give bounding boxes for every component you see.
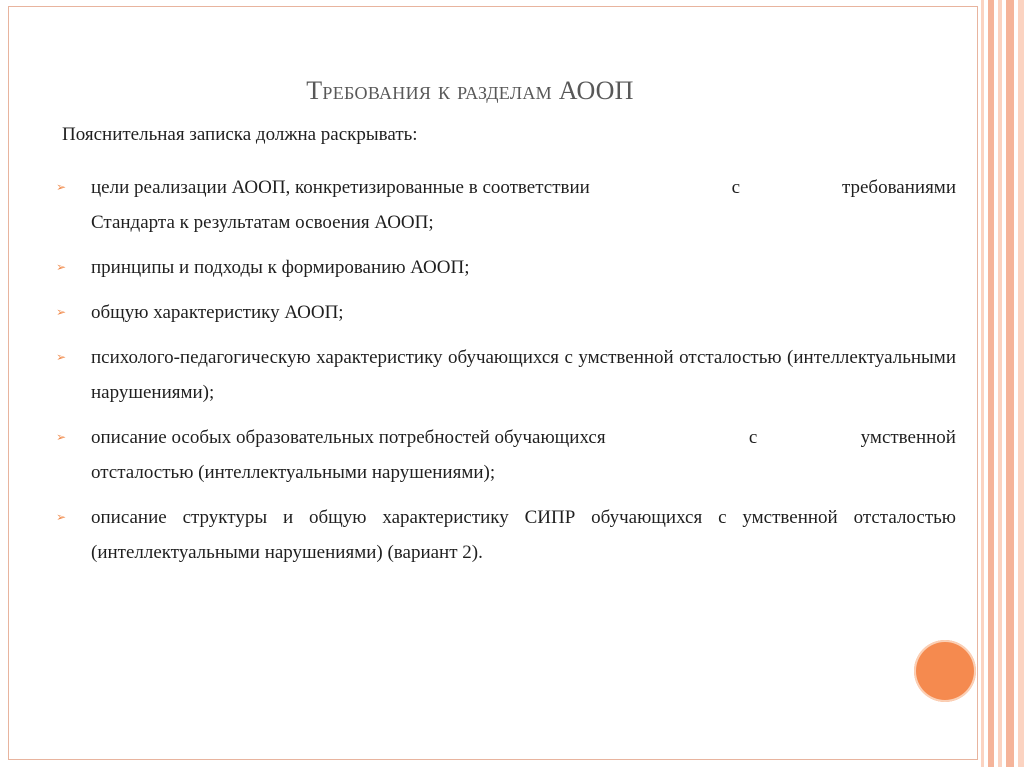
list-item — [56, 420, 956, 490]
list-item — [56, 170, 956, 240]
list-item — [56, 500, 956, 570]
bullet-text: умственной — [860, 427, 956, 448]
bullet-text: принципы и подходы к формированию АООП; — [91, 257, 470, 278]
stripe — [1018, 0, 1024, 767]
arrow-bullet-icon: ➢ — [56, 260, 67, 274]
bullet-text: цели реализации АООП, конкретизированные в соответствии — [91, 177, 590, 198]
arrow-bullet-icon: ➢ — [56, 430, 67, 444]
bullet-text: психолого-педагогическую характеристику обучающихся с умственной отсталостью (интеллектуальными нарушениями); — [91, 347, 956, 403]
bullet-text: общую характеристику АООП; — [91, 302, 344, 323]
arrow-bullet-icon: ➢ — [56, 305, 67, 319]
bullet-text: с — [731, 177, 741, 198]
stripe — [988, 0, 994, 767]
list-item — [56, 250, 956, 285]
bullet-line: Стандарта к результатам освоения АООП; — [91, 212, 434, 233]
bullet-line — [91, 170, 956, 205]
arrow-bullet-icon: ➢ — [56, 350, 67, 364]
bullet-text: с — [748, 427, 758, 448]
bullet-text: описание особых образовательных потребностей обучающихся — [91, 427, 606, 448]
intro-text: Пояснительная записка должна раскрывать: — [62, 124, 418, 145]
bullet-list — [56, 170, 956, 580]
stripe — [1006, 0, 1014, 767]
arrow-bullet-icon: ➢ — [56, 510, 67, 524]
bullet-text: требованиями — [841, 177, 956, 198]
bullet-line: отсталостью (интеллектуальными нарушениями); — [91, 462, 496, 483]
decorative-circle — [914, 640, 976, 702]
decorative-stripes — [980, 0, 1024, 767]
list-item — [56, 295, 956, 330]
stripe — [981, 0, 984, 767]
list-item — [56, 340, 956, 410]
stripe — [998, 0, 1002, 767]
slide-title: Требования к разделам АООП — [306, 76, 634, 105]
bullet-line — [91, 420, 956, 455]
arrow-bullet-icon: ➢ — [56, 180, 67, 194]
bullet-text: описание структуры и общую характеристику СИПР обучающихся с умственной отсталостью (интеллектуальными нарушениями) (вариант 2). — [91, 507, 956, 563]
